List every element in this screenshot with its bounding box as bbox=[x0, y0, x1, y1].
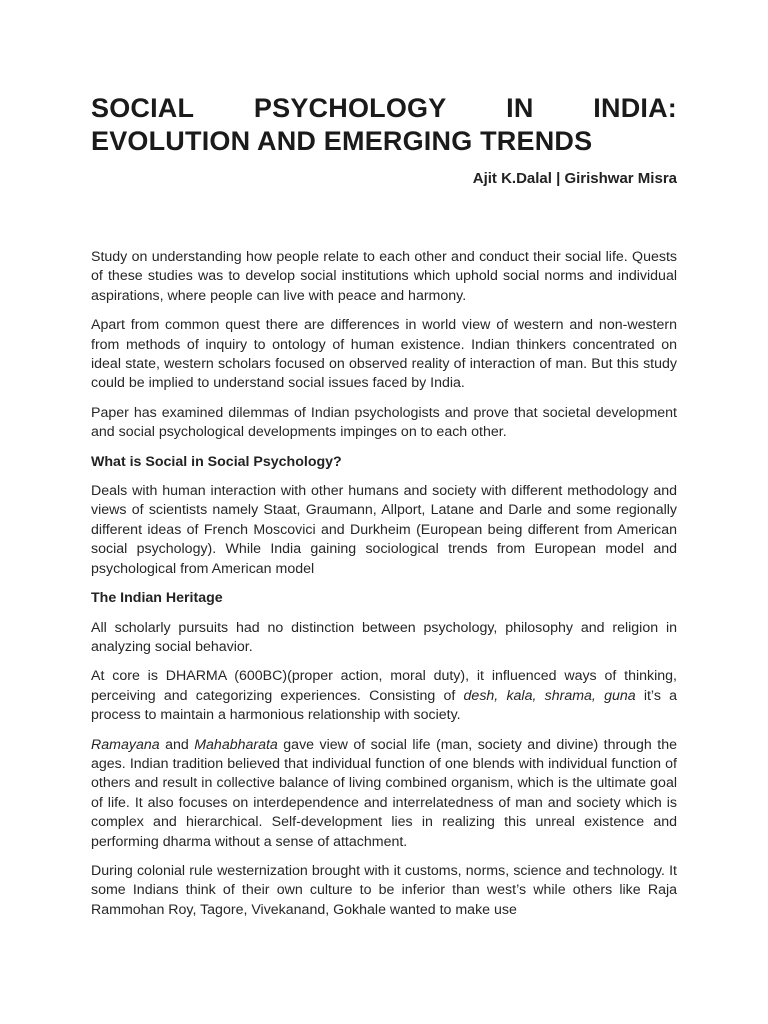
paragraph-differences: Apart from common quest there are differences in world view of western and non-western from methods of inquiry to ontology of human existence. Indian thinkers concentrated on ideal state, western scholars focused on observed reality of interaction of man. But this study could be implied to understand social issues faced by India. bbox=[91, 317, 677, 392]
authors: Ajit K.Dalal | Girishwar Misra bbox=[472, 170, 677, 187]
dharma-elements: desh, kala, shrama, guna bbox=[463, 687, 636, 704]
title-word-india: INDIA: bbox=[593, 93, 677, 123]
epic-ramayana: Ramayana bbox=[91, 736, 160, 753]
paragraph-dharma bbox=[91, 667, 677, 725]
paragraph-intro: Study on understanding how people relate to each other and conduct their social life. Quests of these studies was to develop social institutions which uphold social norms and individual aspirations, where people can live with peace and harmony. bbox=[91, 249, 677, 304]
paragraph-human-interaction: Deals with human interaction with other humans and society with different methodology and views of scientists namely Staat, Graumann, Allport, Latane and Darle and some regionally different ideas of French Moscovici and Durkheim (European being different from American social psychology). While India gaining sociological trends from European model and psychological from American model bbox=[91, 483, 677, 577]
title-word-in: IN bbox=[506, 93, 534, 123]
title-line-2: EVOLUTION AND EMERGING TRENDS bbox=[91, 126, 593, 156]
paragraph-epics bbox=[91, 736, 677, 852]
epics-text: gave view of social life (man, society and divine) through the ages. Indian tradition believed that individual function of one blends with individual function of others and result in collective balance of living combined organism, which is the ultimate goal of life. It also focuses on interdependence and interrelatedness of man and society which is complex and hierarchical. Self-development lies in realizing this unreal existence and performing dharma without a sense of attachment. bbox=[91, 736, 677, 850]
document-body bbox=[91, 248, 677, 920]
dharma-text-a: At core is DHARMA (600BC)(proper action, moral duty), it influenced ways of thinking, perceiving and categorizing experiences. Consisting of bbox=[91, 668, 677, 704]
document-title bbox=[91, 92, 677, 158]
dharma-text-b: it’s a process to maintain a harmonious relationship with society. bbox=[91, 687, 678, 724]
title-word-social: SOCIAL bbox=[91, 93, 195, 123]
paragraph-scholarly-pursuits: All scholarly pursuits had no distinction between psychology, philosophy and religion in analyzing social behavior. bbox=[91, 619, 677, 655]
title-word-psychology: PSYCHOLOGY bbox=[253, 93, 447, 123]
paragraph-colonial-rule: During colonial rule westernization brought with it customs, norms, science and technology. It some Indians think of their own culture to be inferior than west’s while others like Raja Rammohan Roy, Tagore, Vivekanand, Gokhale wanted to make use bbox=[91, 862, 677, 918]
document-page bbox=[91, 92, 677, 930]
heading-social-in-social-psychology: What is Social in Social Psychology? bbox=[91, 453, 342, 470]
paragraph-dilemmas: Paper has examined dilemmas of Indian psychologists and prove that societal development and social psychological developments impinges on to each other. bbox=[91, 404, 677, 441]
heading-indian-heritage: The Indian Heritage bbox=[91, 590, 223, 607]
epics-and: and bbox=[159, 736, 195, 753]
title-line-1 bbox=[91, 92, 677, 125]
epic-mahabharata: Mahabharata bbox=[194, 736, 278, 753]
